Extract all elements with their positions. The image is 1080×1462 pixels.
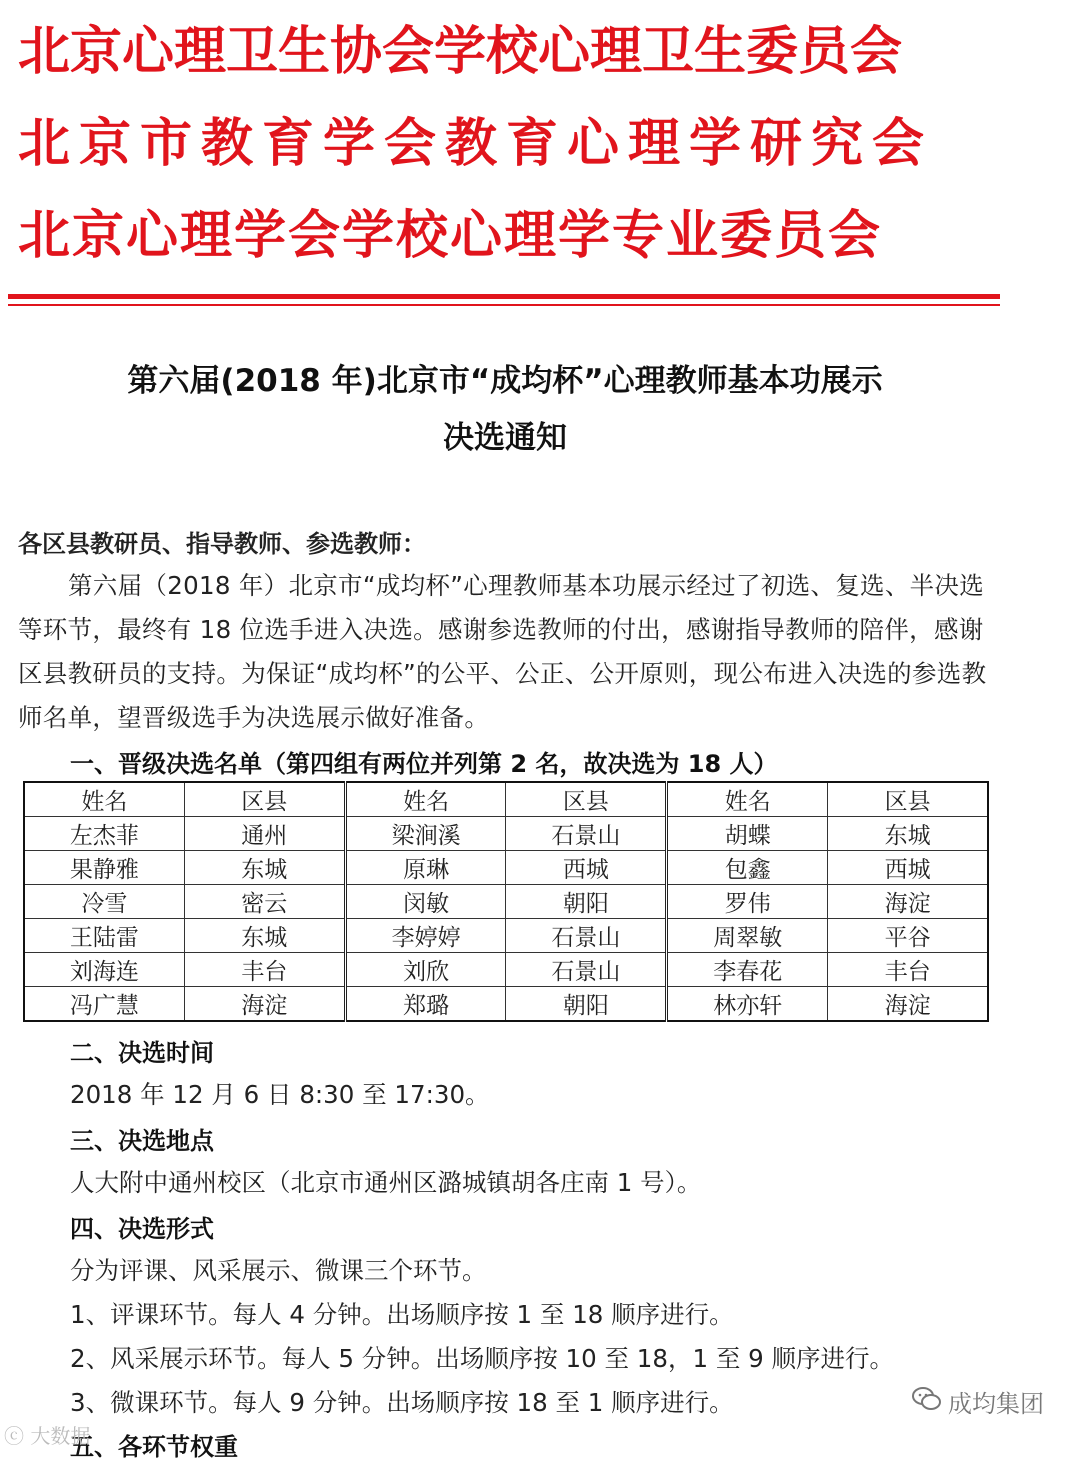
table-row [24, 885, 988, 919]
column-header: 姓名 [667, 782, 828, 817]
table-cell: 海淀 [828, 885, 988, 919]
table-cell: 东城 [828, 817, 988, 851]
final-time-text: 2018 年 12 月 6 日 8:30 至 17:30。 [70, 1080, 490, 1109]
watermark-right [912, 1384, 1044, 1419]
table-cell: 平谷 [828, 919, 988, 953]
format-item: 2、风采展示环节。每人 5 分钟。出场顺序按 10 至 18，1 至 9 顺序进行。 [70, 1344, 895, 1373]
table-cell: 石景山 [506, 817, 667, 851]
wechat-icon [912, 1386, 942, 1418]
salutation: 各区县教研员、指导教师、参选教师： [18, 530, 426, 558]
section3-heading: 三、决选地点 [70, 1127, 214, 1155]
table-cell: 刘欣 [345, 953, 506, 987]
table-cell: 东城 [184, 919, 345, 953]
letterhead-line-1: 北京心理卫生协会学校心理卫生委员会 [18, 22, 903, 82]
table-cell: 石景山 [506, 919, 667, 953]
letterhead-rule-thin [8, 304, 1000, 306]
watermark-logo-icon: ⓒ [4, 1424, 24, 1448]
table-cell: 冷雪 [24, 885, 184, 919]
table-row [24, 817, 988, 851]
table-row [24, 953, 988, 987]
section1-heading: 一、晋级决选名单（第四组有两位并列第 2 名，故决选为 18 人） [70, 750, 778, 778]
letterhead-line-3: 北京心理学会学校心理学专业委员会 [18, 206, 883, 266]
final-format-intro: 分为评课、风采展示、微课三个环节。 [70, 1256, 487, 1285]
table-cell: 刘海连 [24, 953, 184, 987]
section4-heading: 四、决选形式 [70, 1215, 214, 1243]
watermark-right-label: 成均集团 [948, 1390, 1044, 1418]
table-cell: 朝阳 [506, 987, 667, 1022]
column-header: 区县 [828, 782, 988, 817]
document-title: 第六届(2018 年)北京市“成均杯”心理教师基本功展示 [127, 363, 883, 399]
table-cell: 海淀 [828, 987, 988, 1022]
table-cell: 冯广慧 [24, 987, 184, 1022]
table-cell: 西城 [828, 851, 988, 885]
table-cell: 李婷婷 [345, 919, 506, 953]
table-cell: 东城 [184, 851, 345, 885]
table-cell: 周翠敏 [667, 919, 828, 953]
table-cell: 朝阳 [506, 885, 667, 919]
table-cell: 郑璐 [345, 987, 506, 1022]
finalist-table [23, 781, 989, 1022]
letterhead-rule-thick [8, 294, 1000, 299]
table-cell: 石景山 [506, 953, 667, 987]
table-cell: 西城 [506, 851, 667, 885]
table-cell: 果静雅 [24, 851, 184, 885]
table-header-row [24, 782, 988, 817]
table-cell: 梁涧溪 [345, 817, 506, 851]
table-cell: 包鑫 [667, 851, 828, 885]
table-row [24, 851, 988, 885]
table-cell: 海淀 [184, 987, 345, 1022]
letterhead-line-2: 北京市教育学会教育心理学研究会 [18, 114, 934, 174]
column-header: 姓名 [345, 782, 506, 817]
column-header: 姓名 [24, 782, 184, 817]
table-cell: 胡蝶 [667, 817, 828, 851]
table-cell: 密云 [184, 885, 345, 919]
format-item: 3、微课环节。每人 9 分钟。出场顺序按 18 至 1 顺序进行。 [70, 1388, 734, 1417]
table-cell: 原琳 [345, 851, 506, 885]
table-cell: 通州 [184, 817, 345, 851]
table-row [24, 987, 988, 1022]
watermark-left-label: 大数据 [30, 1424, 91, 1448]
column-header: 区县 [506, 782, 667, 817]
table-cell: 丰台 [184, 953, 345, 987]
final-location-text: 人大附中通州校区（北京市通州区潞城镇胡各庄南 1 号）。 [70, 1168, 702, 1197]
table-cell: 左杰菲 [24, 817, 184, 851]
table-cell: 王陆雷 [24, 919, 184, 953]
table-cell: 李春花 [667, 953, 828, 987]
format-item: 1、评课环节。每人 4 分钟。出场顺序按 1 至 18 顺序进行。 [70, 1300, 734, 1329]
table-cell: 丰台 [828, 953, 988, 987]
table-cell: 林亦轩 [667, 987, 828, 1022]
body-paragraph: 第六届（2018 年）北京市“成均杯”心理教师基本功展示经过了初选、复选、半决选等环节，最终有 18 位选手进入决选。感谢参选教师的付出，感谢指导教师的陪伴，感谢区县教研员的支持。为保证“成均杯”的公平、公正、公开原则，现公布进入决选的参选教师名单，望晋级选手为决选展示做好准备。 [18, 571, 987, 732]
table-row [24, 919, 988, 953]
watermark-left [4, 1420, 90, 1449]
document-subtitle: 决选通知 [443, 420, 567, 456]
table-cell: 罗伟 [667, 885, 828, 919]
table-cell: 闵敏 [345, 885, 506, 919]
section2-heading: 二、决选时间 [70, 1039, 214, 1067]
section5-heading: 五、各环节权重 [70, 1433, 238, 1461]
column-header: 区县 [184, 782, 345, 817]
